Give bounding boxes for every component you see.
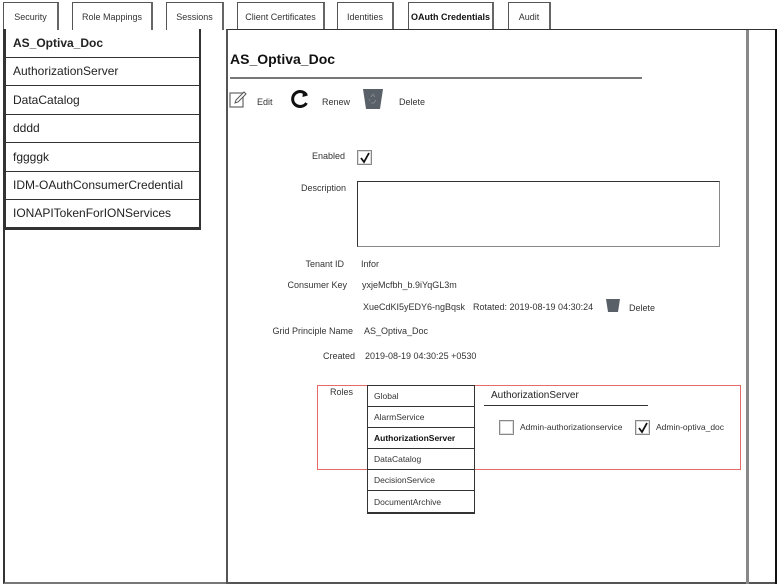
rotated-timestamp: Rotated: 2019-08-19 04:30:24 bbox=[473, 302, 594, 312]
permission-checkbox-admin-authorizationservice[interactable] bbox=[499, 420, 514, 435]
tenant-id-label: Tenant ID bbox=[305, 259, 344, 269]
tab-oauth-credentials[interactable]: OAuth Credentials bbox=[408, 2, 494, 30]
list-item-idm-oauth-consumer-credential[interactable]: IDM-OAuthConsumerCredential bbox=[6, 172, 200, 201]
enabled-label: Enabled bbox=[311, 151, 345, 161]
roles-list bbox=[367, 385, 475, 514]
edit-icon bbox=[229, 90, 247, 113]
checkmark-icon bbox=[637, 422, 649, 434]
list-item-ionapi-token[interactable]: IONAPITokenForIONServices bbox=[6, 200, 200, 229]
tab-sessions[interactable]: Sessions bbox=[166, 2, 224, 30]
panel-edge bbox=[775, 29, 777, 584]
list-item-dddd[interactable]: dddd bbox=[6, 115, 200, 144]
tab-audit[interactable]: Audit bbox=[508, 2, 551, 30]
permissions-title: AuthorizationServer bbox=[491, 390, 579, 401]
secret-value: XueCdKI5yEDY6-ngBqsk bbox=[363, 302, 466, 312]
refresh-icon bbox=[290, 89, 310, 114]
permission-checkbox-admin-optiva-doc[interactable] bbox=[635, 420, 650, 435]
role-item-datacatalog[interactable]: DataCatalog bbox=[368, 449, 474, 470]
description-label: Description bbox=[300, 183, 346, 193]
tenant-id-value: Infor bbox=[361, 259, 380, 269]
enabled-checkbox[interactable] bbox=[357, 150, 372, 165]
renew-label: Renew bbox=[322, 96, 351, 107]
renew-button[interactable] bbox=[290, 89, 350, 114]
edit-label: Edit bbox=[257, 96, 273, 107]
tab-identities[interactable]: Identities bbox=[337, 2, 394, 30]
delete-label: Delete bbox=[399, 96, 426, 107]
role-item-documentarchive[interactable]: DocumentArchive bbox=[374, 496, 442, 507]
delete-button[interactable] bbox=[362, 88, 425, 115]
list-item-as-optiva-doc[interactable]: AS_Optiva_Doc bbox=[6, 29, 200, 58]
trash-icon bbox=[605, 298, 621, 318]
title-divider bbox=[230, 77, 642, 79]
tab-client-certificates[interactable]: Client Certificates bbox=[237, 2, 325, 30]
checkmark-icon bbox=[359, 152, 371, 164]
role-item-global[interactable]: Global bbox=[368, 386, 474, 407]
grid-principal-label: Grid Principle Name bbox=[272, 326, 353, 336]
list-item-datacatalog[interactable]: DataCatalog bbox=[6, 86, 200, 115]
trash-icon bbox=[362, 88, 384, 115]
role-item-authorizationserver[interactable]: AuthorizationServer bbox=[368, 428, 474, 449]
panel-splitter[interactable] bbox=[746, 30, 749, 584]
secret-delete-button[interactable] bbox=[605, 298, 655, 318]
permissions-divider bbox=[484, 405, 648, 406]
secret-delete-label: Delete bbox=[629, 303, 656, 313]
list-item-authorizationserver[interactable]: AuthorizationServer bbox=[6, 58, 200, 87]
grid-principal-value: AS_Optiva_Doc bbox=[364, 326, 429, 336]
roles-label: Roles bbox=[329, 387, 353, 397]
description-textarea[interactable] bbox=[357, 181, 720, 247]
permission-label-admin-optiva-doc: Admin-optiva_doc bbox=[656, 422, 725, 432]
page-title: AS_Optiva_Doc bbox=[230, 51, 336, 67]
tab-security[interactable]: Security bbox=[3, 2, 59, 30]
consumer-key-value: yxjeMcfbh_b.9iYqGL3m bbox=[362, 280, 457, 290]
created-value: 2019-08-19 04:30:25 +0530 bbox=[365, 351, 477, 361]
role-item-alarmservice[interactable]: AlarmService bbox=[368, 407, 474, 428]
consumer-key-label: Consumer Key bbox=[287, 280, 347, 290]
created-label: Created bbox=[322, 351, 355, 361]
role-item-decisionservice[interactable]: DecisionService bbox=[368, 470, 474, 491]
tab-role-mappings[interactable]: Role Mappings bbox=[72, 2, 153, 30]
list-item-fggggk[interactable]: fggggk bbox=[6, 143, 200, 172]
credentials-list bbox=[5, 29, 201, 230]
permission-label-admin-authorizationservice: Admin-authorizationservice bbox=[520, 422, 623, 432]
edit-button[interactable] bbox=[229, 90, 273, 113]
